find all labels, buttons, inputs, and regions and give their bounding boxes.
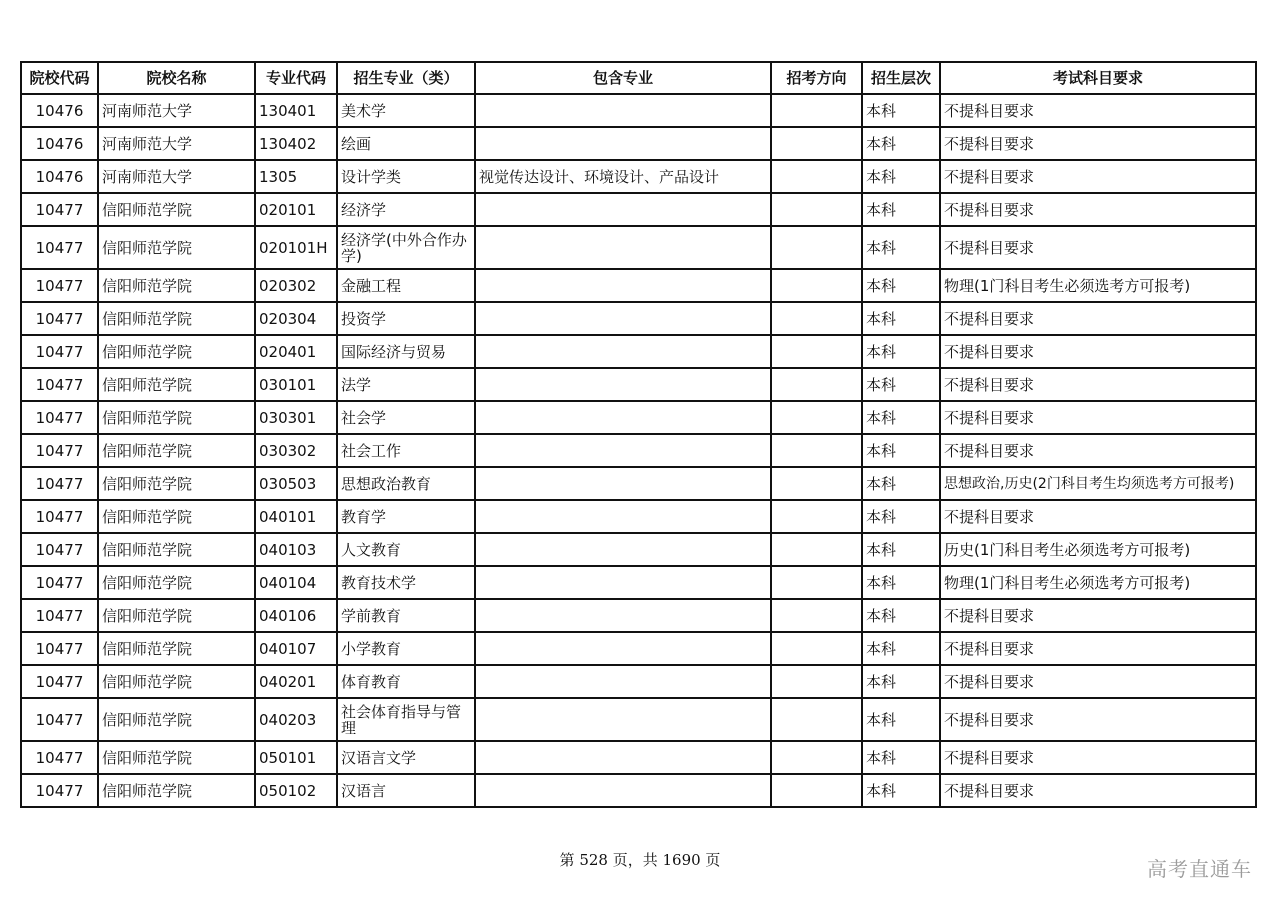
cell-direction xyxy=(771,741,862,774)
cell-major-code: 040201 xyxy=(255,665,337,698)
cell-level: 本科 xyxy=(862,127,940,160)
cell-level: 本科 xyxy=(862,193,940,226)
cell-level: 本科 xyxy=(862,741,940,774)
cell-included-majors xyxy=(475,599,771,632)
cell-school-code: 10477 xyxy=(21,302,98,335)
cell-school-name: 河南师范大学 xyxy=(98,94,255,127)
cell-school-code: 10477 xyxy=(21,632,98,665)
cell-major-code: 020401 xyxy=(255,335,337,368)
cell-subject-requirement: 不提科目要求 xyxy=(940,741,1256,774)
table-row xyxy=(21,741,1256,774)
cell-included-majors xyxy=(475,741,771,774)
cell-major-code: 020302 xyxy=(255,269,337,302)
cell-major-name: 美术学 xyxy=(337,94,475,127)
cell-school-name: 信阳师范学院 xyxy=(98,566,255,599)
cell-level: 本科 xyxy=(862,533,940,566)
cell-major-code: 030101 xyxy=(255,368,337,401)
cell-major-name: 社会学 xyxy=(337,401,475,434)
cell-level: 本科 xyxy=(862,368,940,401)
cell-major-name: 经济学(中外合作办学) xyxy=(337,226,475,269)
cell-major-code: 040107 xyxy=(255,632,337,665)
cell-subject-requirement: 不提科目要求 xyxy=(940,160,1256,193)
cell-direction xyxy=(771,500,862,533)
cell-school-name: 信阳师范学院 xyxy=(98,665,255,698)
cell-level: 本科 xyxy=(862,632,940,665)
cell-included-majors xyxy=(475,774,771,807)
cell-school-code: 10477 xyxy=(21,335,98,368)
cell-major-code: 020101H xyxy=(255,226,337,269)
cell-included-majors xyxy=(475,698,771,741)
cell-level: 本科 xyxy=(862,698,940,741)
table-row xyxy=(21,226,1256,269)
cell-major-name: 国际经济与贸易 xyxy=(337,335,475,368)
cell-school-name: 信阳师范学院 xyxy=(98,193,255,226)
cell-included-majors xyxy=(475,368,771,401)
cell-level: 本科 xyxy=(862,94,940,127)
table-row xyxy=(21,94,1256,127)
cell-included-majors xyxy=(475,500,771,533)
cell-direction xyxy=(771,335,862,368)
table-row xyxy=(21,698,1256,741)
cell-included-majors xyxy=(475,226,771,269)
table-row xyxy=(21,533,1256,566)
cell-included-majors xyxy=(475,434,771,467)
cell-included-majors xyxy=(475,665,771,698)
cell-major-code: 030302 xyxy=(255,434,337,467)
cell-direction xyxy=(771,533,862,566)
cell-school-name: 信阳师范学院 xyxy=(98,467,255,500)
header-level: 招生层次 xyxy=(862,62,940,94)
cell-major-code: 040101 xyxy=(255,500,337,533)
cell-level: 本科 xyxy=(862,160,940,193)
cell-subject-requirement: 不提科目要求 xyxy=(940,698,1256,741)
header-direction: 招考方向 xyxy=(771,62,862,94)
cell-direction xyxy=(771,434,862,467)
cell-school-code: 10477 xyxy=(21,599,98,632)
cell-direction xyxy=(771,665,862,698)
cell-school-name: 信阳师范学院 xyxy=(98,302,255,335)
cell-level: 本科 xyxy=(862,774,940,807)
cell-major-name: 绘画 xyxy=(337,127,475,160)
table-row xyxy=(21,193,1256,226)
cell-subject-requirement: 不提科目要求 xyxy=(940,434,1256,467)
table-row xyxy=(21,434,1256,467)
cell-level: 本科 xyxy=(862,335,940,368)
table-body xyxy=(21,94,1256,807)
table-row xyxy=(21,774,1256,807)
cell-included-majors xyxy=(475,401,771,434)
cell-level: 本科 xyxy=(862,302,940,335)
cell-school-code: 10477 xyxy=(21,401,98,434)
cell-level: 本科 xyxy=(862,665,940,698)
table-row xyxy=(21,599,1256,632)
cell-major-name: 学前教育 xyxy=(337,599,475,632)
cell-direction xyxy=(771,698,862,741)
cell-included-majors xyxy=(475,467,771,500)
page-number: 第 528 页，共 1690 页 xyxy=(559,851,721,869)
cell-major-name: 投资学 xyxy=(337,302,475,335)
cell-major-code: 040104 xyxy=(255,566,337,599)
cell-direction xyxy=(771,127,862,160)
header-major: 招生专业（类） xyxy=(337,62,475,94)
cell-school-code: 10477 xyxy=(21,774,98,807)
cell-subject-requirement: 不提科目要求 xyxy=(940,500,1256,533)
cell-level: 本科 xyxy=(862,269,940,302)
cell-subject-requirement: 不提科目要求 xyxy=(940,302,1256,335)
cell-major-name: 汉语言文学 xyxy=(337,741,475,774)
cell-major-code: 020101 xyxy=(255,193,337,226)
cell-included-majors xyxy=(475,566,771,599)
cell-direction xyxy=(771,269,862,302)
cell-included-majors xyxy=(475,632,771,665)
cell-major-name: 体育教育 xyxy=(337,665,475,698)
cell-direction xyxy=(771,599,862,632)
enrollment-table xyxy=(20,61,1257,808)
cell-major-code: 030301 xyxy=(255,401,337,434)
cell-major-code: 040106 xyxy=(255,599,337,632)
cell-school-code: 10477 xyxy=(21,269,98,302)
watermark-logo-text: 高考直通车 xyxy=(1147,857,1252,881)
cell-level: 本科 xyxy=(862,500,940,533)
cell-school-name: 信阳师范学院 xyxy=(98,632,255,665)
cell-subject-requirement: 不提科目要求 xyxy=(940,193,1256,226)
cell-school-name: 信阳师范学院 xyxy=(98,335,255,368)
header-school-name: 院校名称 xyxy=(98,62,255,94)
header-major-code: 专业代码 xyxy=(255,62,337,94)
cell-school-name: 信阳师范学院 xyxy=(98,533,255,566)
cell-direction xyxy=(771,226,862,269)
cell-school-name: 信阳师范学院 xyxy=(98,401,255,434)
cell-major-name: 经济学 xyxy=(337,193,475,226)
table-row xyxy=(21,500,1256,533)
cell-school-code: 10477 xyxy=(21,698,98,741)
cell-direction xyxy=(771,302,862,335)
cell-school-name: 信阳师范学院 xyxy=(98,774,255,807)
cell-direction xyxy=(771,467,862,500)
cell-school-code: 10476 xyxy=(21,160,98,193)
cell-school-name: 信阳师范学院 xyxy=(98,741,255,774)
cell-major-code: 1305 xyxy=(255,160,337,193)
cell-subject-requirement: 物理(1门科目考生必须选考方可报考) xyxy=(940,566,1256,599)
cell-major-name: 法学 xyxy=(337,368,475,401)
cell-major-name: 金融工程 xyxy=(337,269,475,302)
cell-direction xyxy=(771,193,862,226)
cell-school-name: 信阳师范学院 xyxy=(98,500,255,533)
table-header-row xyxy=(21,62,1256,94)
header-subject-requirement: 考试科目要求 xyxy=(940,62,1256,94)
cell-subject-requirement: 不提科目要求 xyxy=(940,368,1256,401)
cell-major-name: 设计学类 xyxy=(337,160,475,193)
cell-subject-requirement: 物理(1门科目考生必须选考方可报考) xyxy=(940,269,1256,302)
cell-major-code: 050102 xyxy=(255,774,337,807)
header-included-majors: 包含专业 xyxy=(475,62,771,94)
cell-school-name: 河南师范大学 xyxy=(98,160,255,193)
cell-school-name: 信阳师范学院 xyxy=(98,269,255,302)
cell-direction xyxy=(771,774,862,807)
header-school-code: 院校代码 xyxy=(21,62,98,94)
cell-major-code: 130401 xyxy=(255,94,337,127)
cell-school-code: 10477 xyxy=(21,665,98,698)
cell-school-code: 10476 xyxy=(21,127,98,160)
cell-subject-requirement: 不提科目要求 xyxy=(940,665,1256,698)
cell-included-majors xyxy=(475,335,771,368)
cell-major-name: 小学教育 xyxy=(337,632,475,665)
cell-major-code: 050101 xyxy=(255,741,337,774)
cell-school-name: 河南师范大学 xyxy=(98,127,255,160)
cell-level: 本科 xyxy=(862,599,940,632)
cell-school-code: 10477 xyxy=(21,566,98,599)
cell-subject-requirement: 不提科目要求 xyxy=(940,94,1256,127)
cell-major-code: 130402 xyxy=(255,127,337,160)
cell-school-name: 信阳师范学院 xyxy=(98,698,255,741)
table-row xyxy=(21,632,1256,665)
cell-subject-requirement: 不提科目要求 xyxy=(940,632,1256,665)
cell-subject-requirement: 不提科目要求 xyxy=(940,335,1256,368)
cell-included-majors: 视觉传达设计、环境设计、产品设计 xyxy=(475,160,771,193)
cell-school-name: 信阳师范学院 xyxy=(98,368,255,401)
cell-major-name: 社会体育指导与管理 xyxy=(337,698,475,741)
cell-subject-requirement: 历史(1门科目考生必须选考方可报考) xyxy=(940,533,1256,566)
cell-school-code: 10477 xyxy=(21,500,98,533)
table-row xyxy=(21,467,1256,500)
cell-major-name: 思想政治教育 xyxy=(337,467,475,500)
cell-school-code: 10476 xyxy=(21,94,98,127)
cell-included-majors xyxy=(475,94,771,127)
cell-included-majors xyxy=(475,193,771,226)
cell-included-majors xyxy=(475,127,771,160)
cell-level: 本科 xyxy=(862,566,940,599)
table-row xyxy=(21,665,1256,698)
cell-direction xyxy=(771,566,862,599)
cell-school-code: 10477 xyxy=(21,741,98,774)
cell-school-code: 10477 xyxy=(21,193,98,226)
cell-school-code: 10477 xyxy=(21,467,98,500)
cell-subject-requirement: 不提科目要求 xyxy=(940,127,1256,160)
cell-subject-requirement: 不提科目要求 xyxy=(940,401,1256,434)
cell-major-code: 020304 xyxy=(255,302,337,335)
cell-direction xyxy=(771,160,862,193)
cell-included-majors xyxy=(475,302,771,335)
table-row xyxy=(21,127,1256,160)
table-row xyxy=(21,335,1256,368)
table-row xyxy=(21,401,1256,434)
cell-school-name: 信阳师范学院 xyxy=(98,226,255,269)
cell-school-code: 10477 xyxy=(21,434,98,467)
cell-subject-requirement: 思想政治,历史(2门科目考生均须选考方可报考) xyxy=(940,467,1256,500)
cell-direction xyxy=(771,401,862,434)
cell-school-name: 信阳师范学院 xyxy=(98,434,255,467)
cell-school-code: 10477 xyxy=(21,226,98,269)
cell-included-majors xyxy=(475,269,771,302)
cell-subject-requirement: 不提科目要求 xyxy=(940,226,1256,269)
table-row xyxy=(21,269,1256,302)
cell-major-name: 教育学 xyxy=(337,500,475,533)
cell-level: 本科 xyxy=(862,401,940,434)
table-row xyxy=(21,368,1256,401)
cell-included-majors xyxy=(475,533,771,566)
cell-direction xyxy=(771,632,862,665)
cell-level: 本科 xyxy=(862,467,940,500)
table-row xyxy=(21,302,1256,335)
cell-level: 本科 xyxy=(862,434,940,467)
cell-direction xyxy=(771,94,862,127)
cell-major-code: 040103 xyxy=(255,533,337,566)
cell-direction xyxy=(771,368,862,401)
cell-major-name: 人文教育 xyxy=(337,533,475,566)
cell-school-code: 10477 xyxy=(21,533,98,566)
table-row xyxy=(21,160,1256,193)
cell-major-code: 040203 xyxy=(255,698,337,741)
cell-subject-requirement: 不提科目要求 xyxy=(940,599,1256,632)
cell-major-name: 社会工作 xyxy=(337,434,475,467)
cell-major-name: 汉语言 xyxy=(337,774,475,807)
cell-school-code: 10477 xyxy=(21,368,98,401)
cell-level: 本科 xyxy=(862,226,940,269)
cell-major-code: 030503 xyxy=(255,467,337,500)
cell-major-name: 教育技术学 xyxy=(337,566,475,599)
table-row xyxy=(21,566,1256,599)
cell-subject-requirement: 不提科目要求 xyxy=(940,774,1256,807)
cell-school-name: 信阳师范学院 xyxy=(98,599,255,632)
